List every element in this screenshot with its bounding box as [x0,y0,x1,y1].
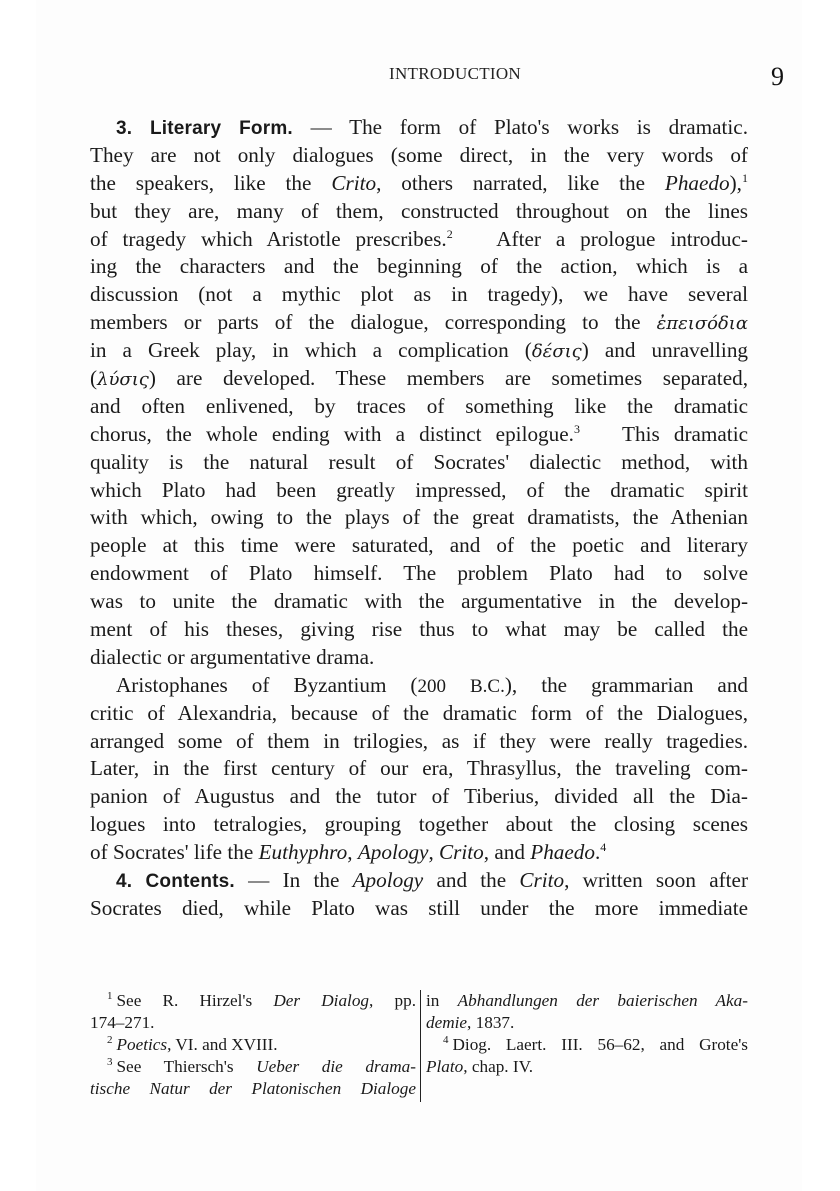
line-text: in a Greek play, in which a complication ( [90,338,532,363]
footnote-text: Diog. Laert. III. 56–62, and Grote's [452,1035,748,1054]
footnote-text: See R. Hirzel's [116,991,274,1010]
text-line: They are not only dialogues (some direct, in the very words of [90,142,748,167]
work-title-apology: Apology [352,868,424,893]
cited-title: Poetics [116,1035,168,1054]
work-title-euthyphro: Euthyphro [258,840,348,865]
footnote-text: in [426,991,458,1010]
section-title: Contents. [145,871,235,893]
column-divider [420,990,421,1102]
text-line: dialectic or argumentative drama. [90,644,375,669]
cited-title: Ueber die drama- [256,1057,416,1076]
line-text: Aristophanes of Byzantium ( [116,672,418,697]
footnote-4 [426,1034,748,1056]
work-title-apology: Apology [357,840,429,865]
cited-title: tische Natur der Platonischen Dialoge [90,1079,416,1098]
year-value: 200 [417,675,446,697]
cited-title: Der Dialog [273,991,370,1010]
section-literary-form [90,114,748,672]
text-line: logues into tetralogies, grouping together about the closing scenes [90,812,748,837]
greek-term-epeisodia: ἐπεισόδια [656,313,749,335]
line-text: of Socrates' life the [90,840,259,865]
line-text: ( [90,366,98,391]
line-text: , others narrated, like the [376,170,665,195]
body-text [90,114,748,923]
footnote-text: , 1837. [467,1013,515,1032]
work-title-phaedo: Phaedo [664,170,730,195]
footnote-ref-2[interactable]: 2 [446,226,453,241]
line-text: and the [423,868,520,893]
text-line: quality is the natural result of Socrates' dialectic method, with [90,449,748,474]
footnote-text: , chap. IV. [463,1057,534,1076]
work-title-phaedo: Phaedo [530,840,595,865]
line-text: ), [729,170,742,195]
footnote-2 [90,1034,416,1056]
line-text: ) and unravelling [581,338,749,363]
line-text: ), the grammarian and [504,672,749,697]
greek-term-lysis: λύσις [97,369,149,391]
footnote-text: , pp. [369,991,416,1010]
footnote-text: See Thiersch's [116,1057,257,1076]
line-text: , [347,840,358,865]
line-text: ) are developed. These members are sometimes separated, [148,366,748,391]
work-title-crito: Crito [519,868,565,893]
footnote-1-cont: 174–271. [90,1013,155,1032]
line-text: the speakers, like the [90,170,332,195]
line-text: The form of Plato's works is dramatic. [349,115,749,139]
cited-title: demie [426,1013,468,1032]
text-line: which Plato had been greatly impressed, of the dramatic spirit [90,477,748,502]
line-text: . [595,840,601,865]
footnotes-left-column [90,990,416,1102]
footnote-ref-4[interactable]: 4 [600,840,607,855]
footnote-ref-1[interactable]: 1 [741,170,748,185]
text-line [90,309,748,337]
em-dash: — [292,115,350,139]
text-line: people at this time were saturated, and of the poetic and literary [90,533,748,558]
footnotes [90,990,750,1102]
footnote-marker: 3 [107,1056,113,1069]
footnote-3-cont [90,1078,416,1100]
text-line: ing the characters and the beginning of the action, which is a [90,254,748,279]
text-line [90,421,748,449]
line-text: chorus, the whole ending with a distinct epilogue. [90,421,574,446]
line-text: , and [483,840,531,865]
footnote-ref-3[interactable]: 3 [573,421,580,436]
text-line [90,365,748,393]
text-line: Later, in the first century of our era, Thrasyllus, the traveling com- [90,756,748,781]
text-line: ment of his theses, giving rise thus to what may be called the [90,617,748,642]
running-head [126,62,784,92]
text-line [90,867,748,895]
line-text: members or parts of the dialogue, corresponding to the [90,310,641,335]
line-text: In the [282,868,353,893]
footnote-4-cont [426,1056,748,1078]
greek-term-desis: δέσις [531,341,582,363]
cited-title: Abhandlungen der baierischen Aka- [457,991,748,1010]
text-line: but they are, many of them, constructed throughout on the lines [90,198,748,223]
footnote-3-cont [426,1012,748,1034]
line-text: , [428,840,440,865]
text-line: with which, owing to the plays of the great dramatists, the Athenian [90,505,748,530]
footnote-3-cont [426,990,748,1012]
footnote-text: , VI. and XVIII. [167,1035,278,1054]
text-line [90,672,748,700]
page-number: 9 [771,62,784,91]
cited-title: Plato [426,1057,464,1076]
line-text: After a prologue introduc- [496,226,748,251]
text-line [90,337,748,365]
footnote-marker: 1 [107,990,113,1003]
text-line [90,226,748,254]
section-title: Literary Form. [149,118,293,139]
em-dash: — [234,868,283,893]
text-line [90,114,748,142]
section-contents [90,867,748,923]
running-title: INTRODUCTION [388,64,522,83]
text-line: was to unite the dramatic with the argumentative in the develop- [90,589,748,614]
footnote-1 [90,990,416,1012]
text-line: arranged some of them in trilogies, as if they were really tragedies. [90,728,748,753]
section-number: 4. [116,871,133,893]
footnote-marker: 4 [443,1034,449,1047]
footnotes-right-column [426,990,748,1102]
text-line: endowment of Plato himself. The problem Plato had to solve [90,561,748,586]
text-line: and often enlivened, by traces of something like the dramatic [90,393,748,418]
work-title-crito: Crito [439,840,484,865]
text-line [90,170,748,198]
era-label: B.C. [469,675,505,697]
line-text: This dramatic [622,421,748,446]
text-line: Socrates died, while Plato was still under the more immediate [90,895,748,920]
line-text: , written soon after [564,868,748,893]
section-number: 3. [116,118,133,139]
text-line: critic of Alexandria, because of the dramatic form of the Dialogues, [90,700,748,725]
text-line: panion of Augustus and the tutor of Tiberius, divided all the Dia- [90,784,748,809]
footnote-marker: 2 [107,1034,113,1047]
work-title-crito: Crito [331,170,377,195]
paragraph-aristophanes [90,672,748,867]
footnote-3 [90,1056,416,1078]
text-line [90,839,748,867]
text-line: discussion (not a mythic plot as in tragedy), we have several [90,282,748,307]
line-text: of tragedy which Aristotle prescribes. [90,226,447,251]
